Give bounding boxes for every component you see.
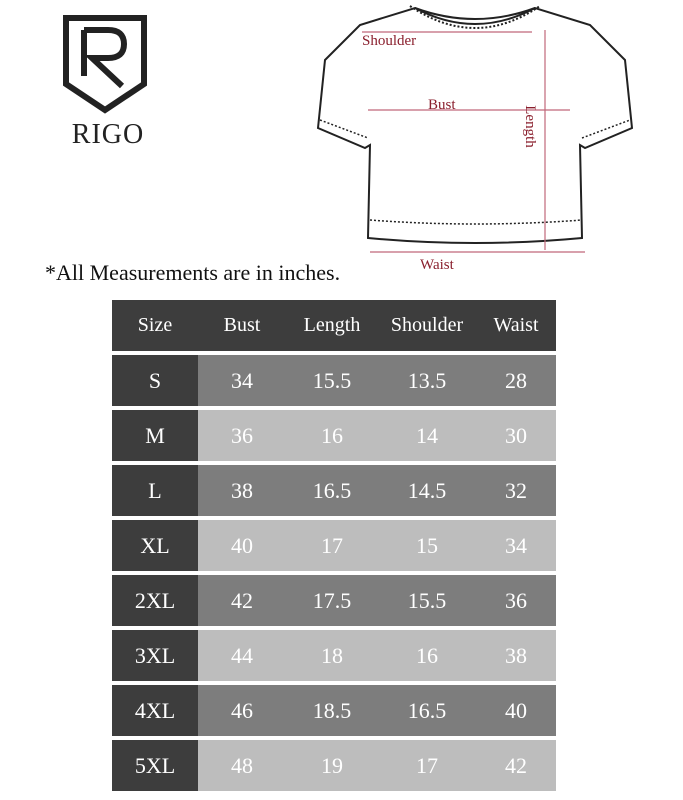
shoulder-cell: 17 bbox=[378, 740, 476, 791]
length-cell: 18.5 bbox=[286, 685, 378, 736]
measurement-note: *All Measurements are in inches. bbox=[45, 260, 341, 285]
size-cell: XL bbox=[112, 520, 198, 571]
brand-name: RIGO bbox=[71, 119, 145, 150]
header-row bbox=[112, 300, 556, 351]
table-row bbox=[112, 355, 556, 406]
bust-cell: 38 bbox=[198, 465, 286, 516]
bust-cell: 34 bbox=[198, 355, 286, 406]
shoulder-cell: 15.5 bbox=[378, 575, 476, 626]
length-cell: 17 bbox=[286, 520, 378, 571]
shoulder-label: Shoulder bbox=[362, 33, 417, 49]
size-cell: 4XL bbox=[112, 685, 198, 736]
brand-logo bbox=[58, 14, 148, 150]
header-bust: Bust bbox=[198, 300, 286, 351]
table-row bbox=[112, 740, 556, 791]
bust-cell: 46 bbox=[198, 685, 286, 736]
bust-cell: 42 bbox=[198, 575, 286, 626]
bust-cell: 48 bbox=[198, 740, 286, 791]
shield-logo-icon bbox=[62, 14, 148, 114]
shoulder-cell: 14.5 bbox=[378, 465, 476, 516]
header-waist: Waist bbox=[476, 300, 556, 351]
waist-cell: 42 bbox=[476, 740, 556, 791]
waist-cell: 34 bbox=[476, 520, 556, 571]
table-row bbox=[112, 410, 556, 461]
shoulder-cell: 14 bbox=[378, 410, 476, 461]
length-cell: 18 bbox=[286, 630, 378, 681]
shoulder-cell: 16.5 bbox=[378, 685, 476, 736]
size-chart-table bbox=[112, 296, 556, 795]
waist-label: Waist bbox=[420, 257, 454, 273]
length-cell: 16.5 bbox=[286, 465, 378, 516]
tshirt-diagram bbox=[300, 0, 650, 280]
length-cell: 16 bbox=[286, 410, 378, 461]
size-cell: M bbox=[112, 410, 198, 461]
size-cell: L bbox=[112, 465, 198, 516]
length-cell: 15.5 bbox=[286, 355, 378, 406]
size-cell: S bbox=[112, 355, 198, 406]
header-shoulder: Shoulder bbox=[378, 300, 476, 351]
shoulder-cell: 13.5 bbox=[378, 355, 476, 406]
waist-cell: 30 bbox=[476, 410, 556, 461]
table-row bbox=[112, 520, 556, 571]
size-cell: 2XL bbox=[112, 575, 198, 626]
bust-cell: 44 bbox=[198, 630, 286, 681]
bust-cell: 36 bbox=[198, 410, 286, 461]
bust-label: Bust bbox=[428, 97, 456, 113]
waist-cell: 38 bbox=[476, 630, 556, 681]
table-row bbox=[112, 575, 556, 626]
waist-cell: 32 bbox=[476, 465, 556, 516]
length-cell: 19 bbox=[286, 740, 378, 791]
length-label: Length bbox=[521, 105, 538, 148]
waist-cell: 40 bbox=[476, 685, 556, 736]
size-cell: 5XL bbox=[112, 740, 198, 791]
length-cell: 17.5 bbox=[286, 575, 378, 626]
table-row bbox=[112, 630, 556, 681]
waist-cell: 28 bbox=[476, 355, 556, 406]
waist-cell: 36 bbox=[476, 575, 556, 626]
bust-cell: 40 bbox=[198, 520, 286, 571]
table-row bbox=[112, 465, 556, 516]
size-cell: 3XL bbox=[112, 630, 198, 681]
header-length: Length bbox=[286, 300, 378, 351]
shoulder-cell: 16 bbox=[378, 630, 476, 681]
header-size: Size bbox=[112, 300, 198, 351]
table-row bbox=[112, 685, 556, 736]
shoulder-cell: 15 bbox=[378, 520, 476, 571]
